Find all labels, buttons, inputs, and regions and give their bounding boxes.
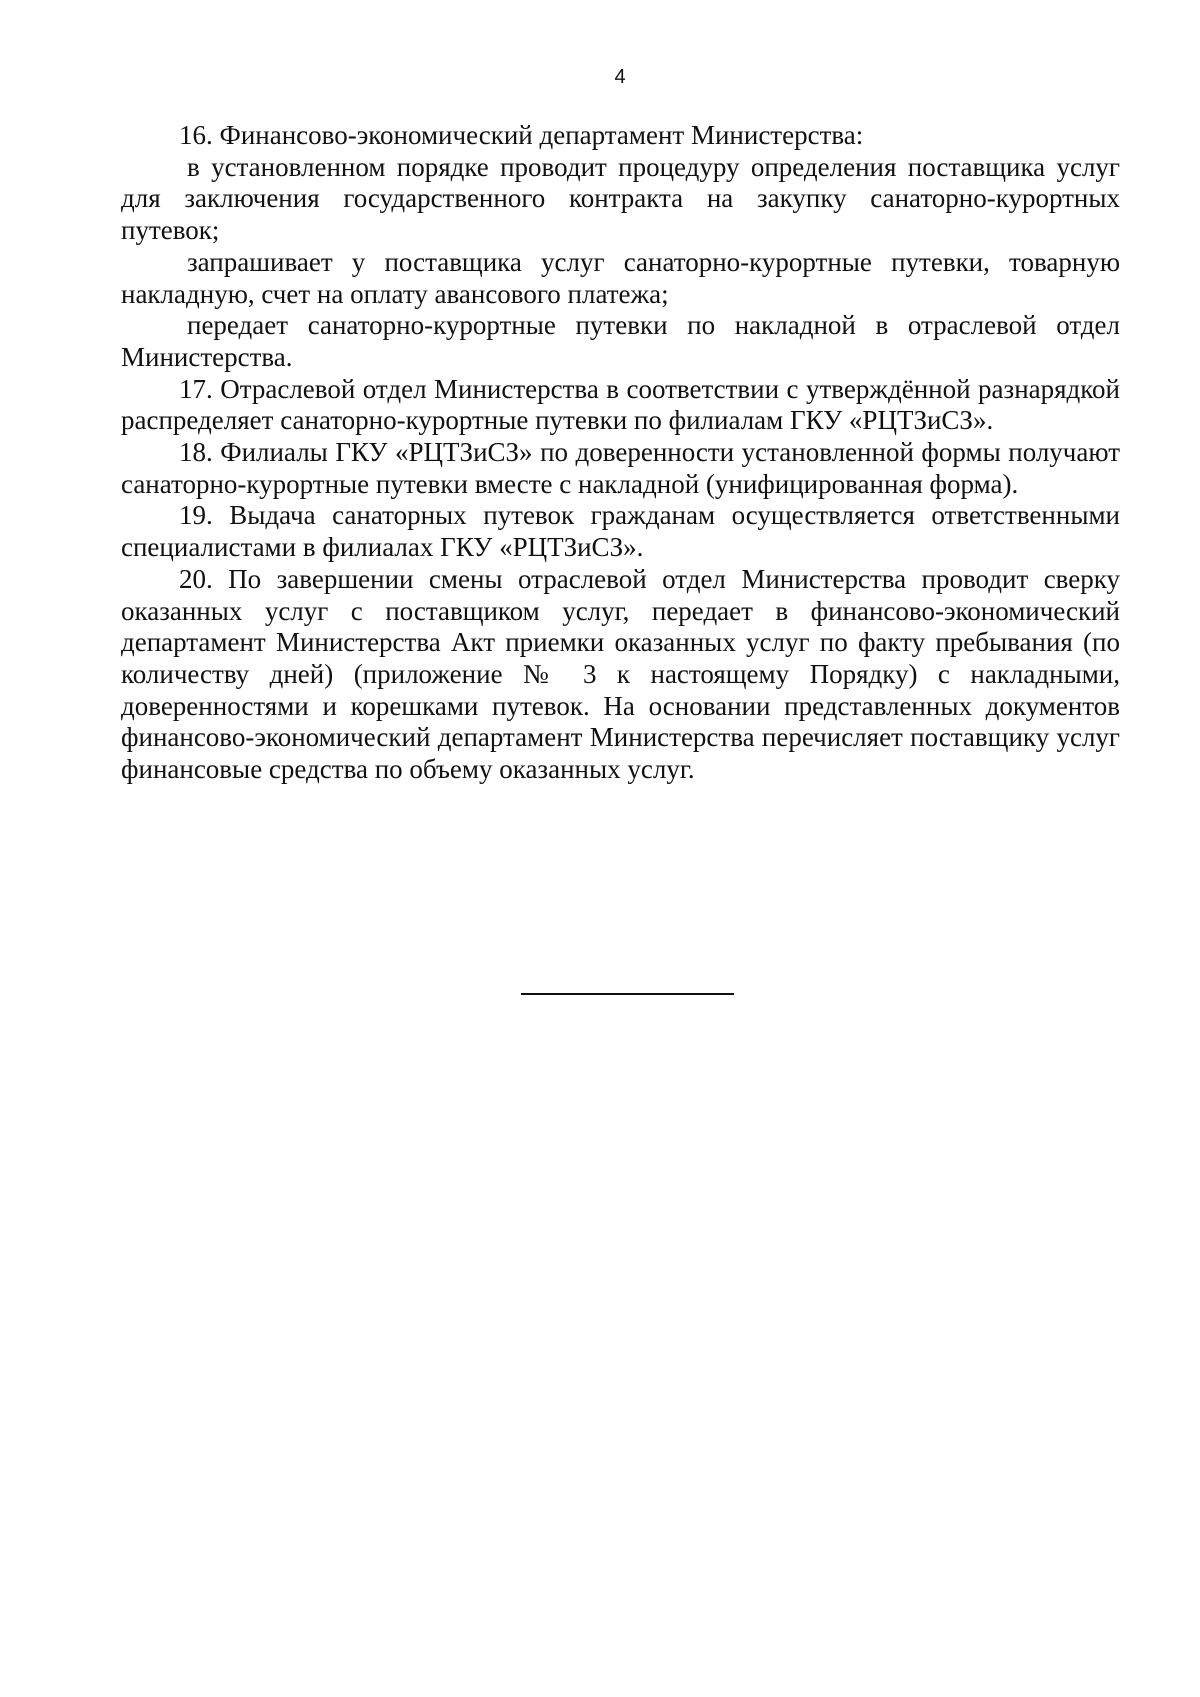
paragraph-16-item-3: передает санаторно-курортные путевки по накладной в отраслевой отдел Министерства.	[121, 310, 1120, 372]
paragraph-19: 19. Выдача санаторных путевок гражданам осуществляется ответственными специалистами в филиалах ГКУ «РЦТЗиСЗ».	[121, 500, 1120, 563]
document-body	[121, 120, 1120, 786]
paragraph-20: 20. По завершении смены отраслевой отдел Министерства проводит сверку оказанных услуг с поставщиком услуг, передает в финансово-экономический департамент Министерства Акт приемки оказанных услуг по факту пребывания (по количеству дней) (приложение № 3 к настоящему Порядку) с накладными, доверенностями и корешками путевок. На основании представленных документов финансово-экономический департамент Министерства перечисляет поставщику услуг финансовые средства по объему оказанных услуг.	[121, 563, 1120, 785]
paragraph-18: 18. Филиалы ГКУ «РЦТЗиСЗ» по доверенности установленной формы получают санаторно-курортные путевки вместе с накладной (унифицированная форма).	[121, 437, 1120, 499]
end-separator-line	[521, 993, 734, 995]
paragraph-17: 17. Отраслевой отдел Министерства в соответствии с утверждённой разнарядкой распределяет санаторно-курортные путевки по филиалам ГКУ «РЦТЗиСЗ».	[121, 373, 1120, 436]
page-number: 4	[614, 66, 626, 88]
paragraph-16-item-2: запрашивает у поставщика услуг санаторно-курортные путевки, товарную накладную, счет на оплату авансового платежа;	[121, 246, 1120, 309]
paragraph-16-item-1: в установленном порядке проводит процедуру определения поставщика услуг для заключения государственного контракта на закупку санаторно-курортных путевок;	[121, 151, 1120, 246]
paragraph-16: 16. Финансово-экономический департамент Министерства:	[179, 120, 864, 150]
